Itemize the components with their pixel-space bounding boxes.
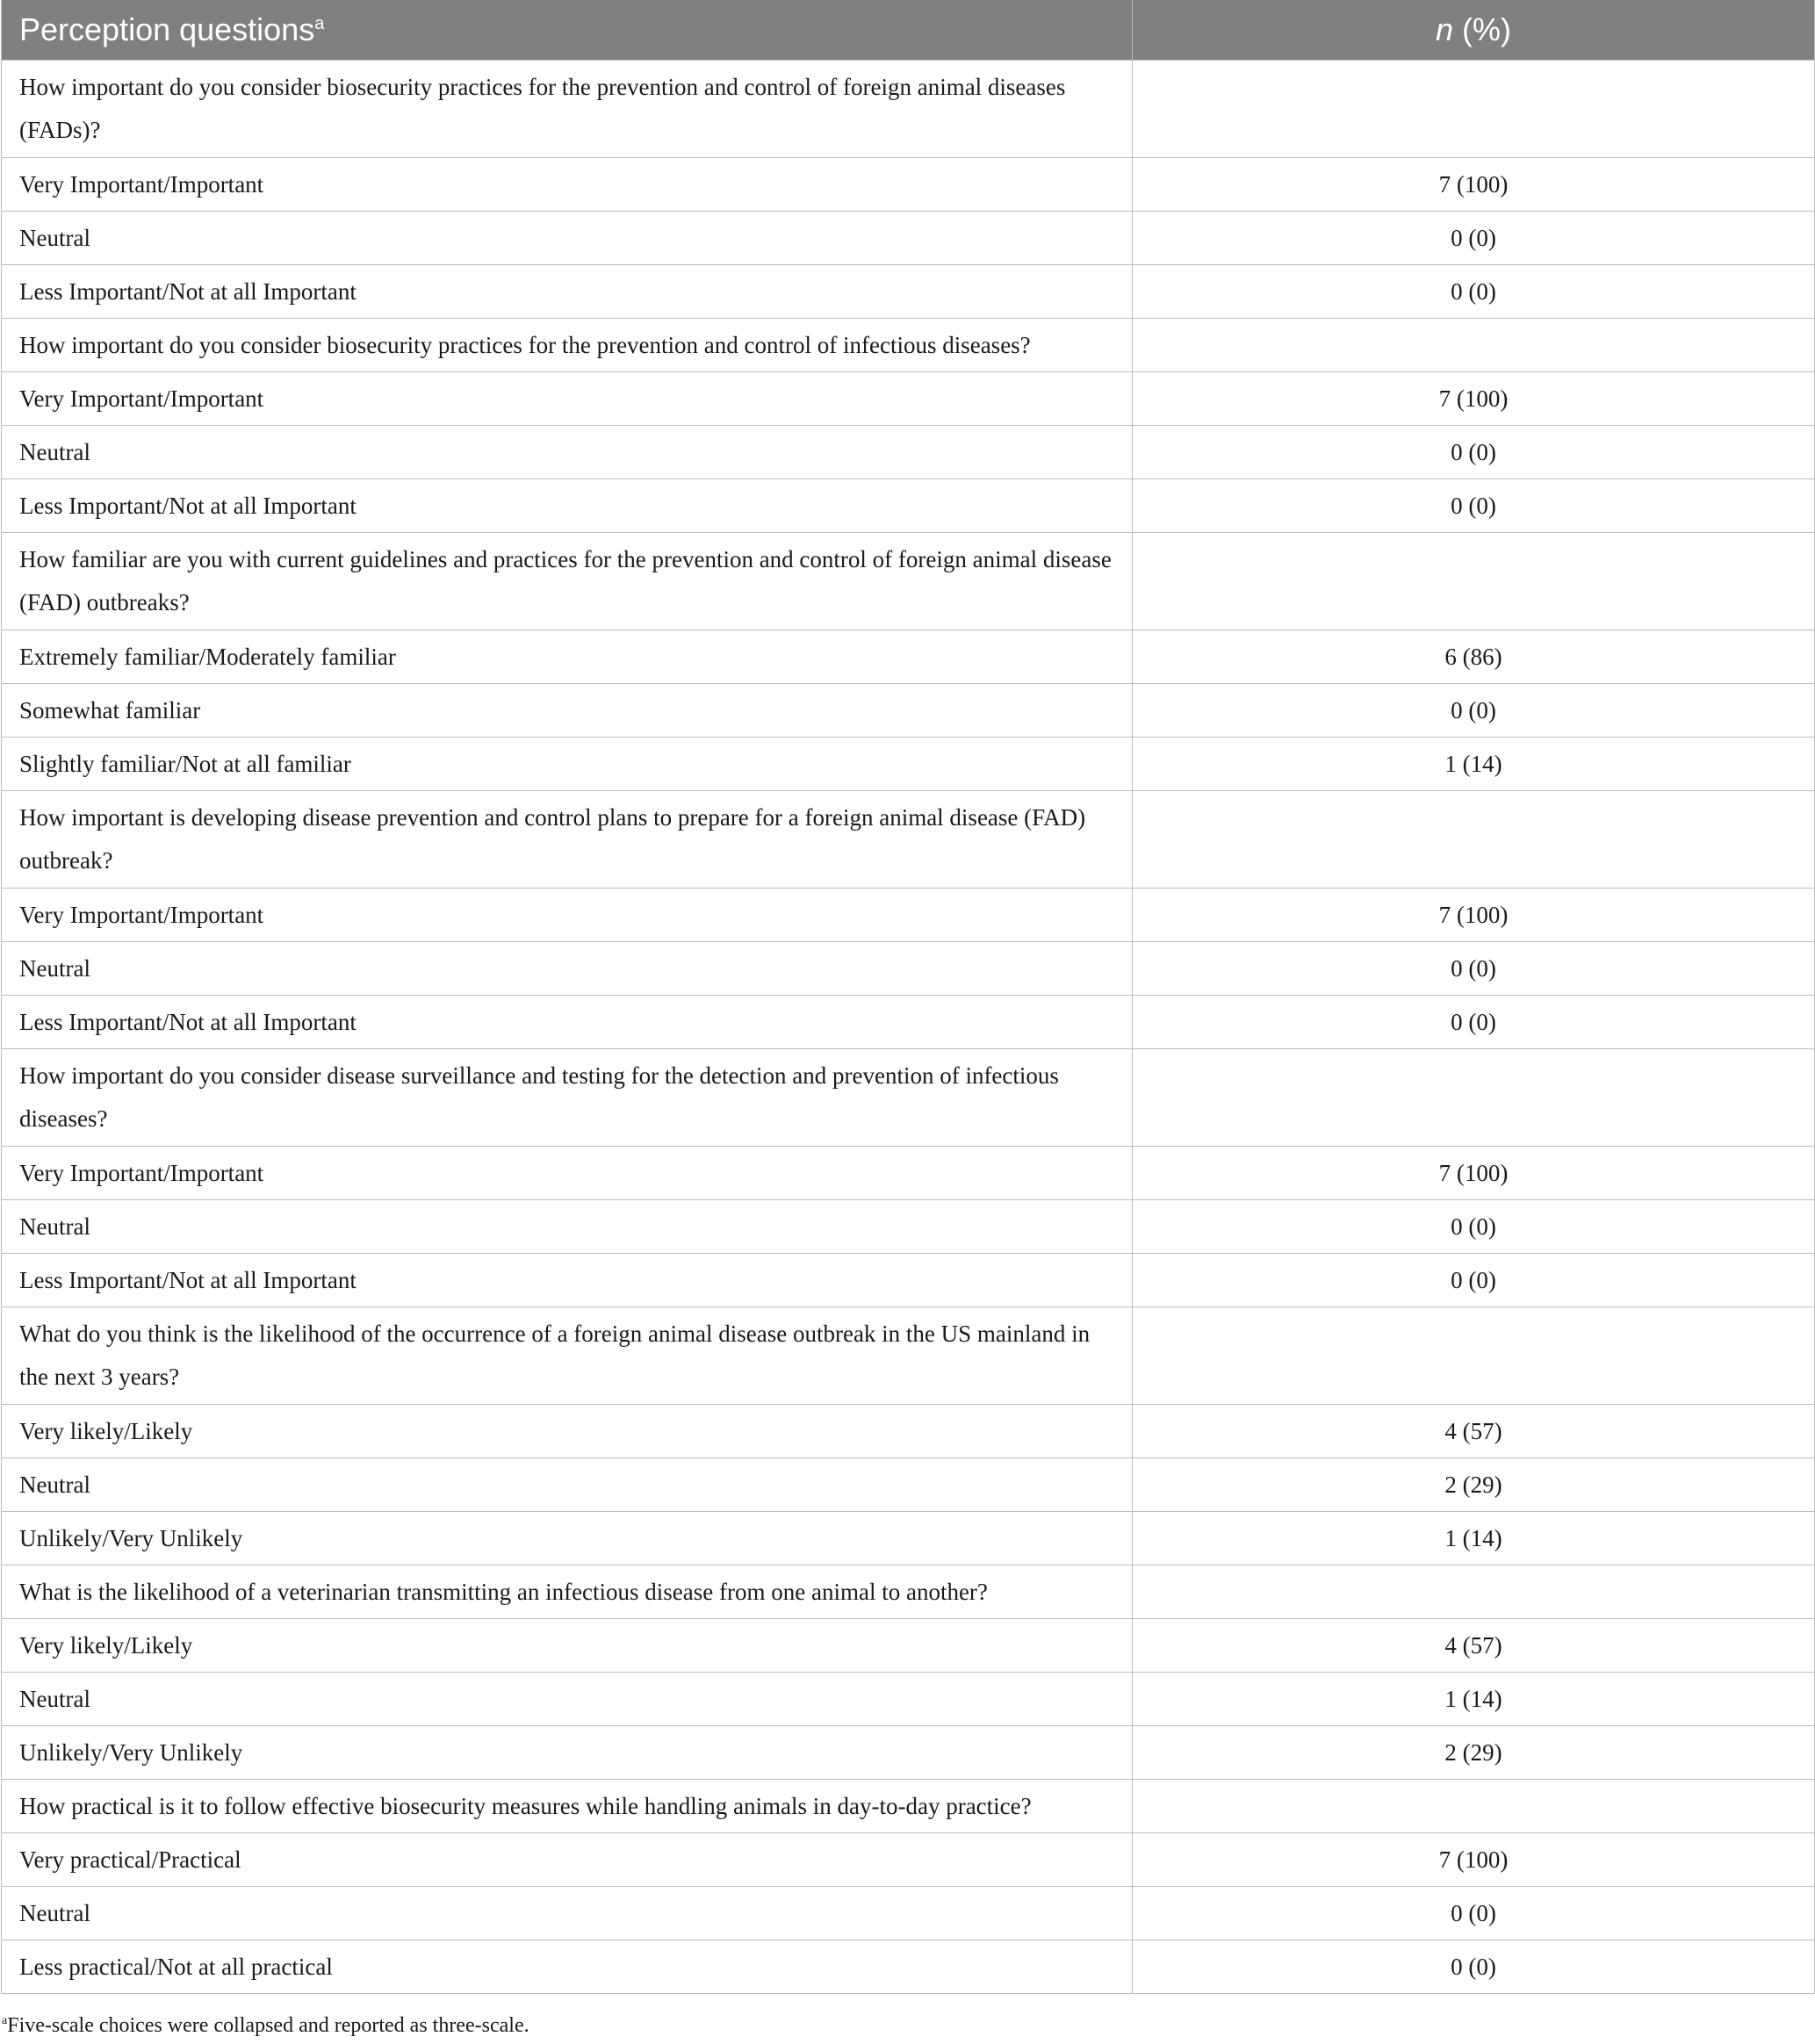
answer-row xyxy=(2,1833,1815,1887)
answer-label: Very practical/Practical xyxy=(2,1833,1133,1887)
answer-row xyxy=(2,738,1815,791)
answer-label: Less practical/Not at all practical xyxy=(2,1940,1133,1994)
answer-label: Neutral xyxy=(2,1458,1133,1512)
header-col1-label: Perception questions xyxy=(19,11,315,47)
question-row xyxy=(2,319,1815,372)
answer-label: Very Important/Important xyxy=(2,158,1133,212)
n-percent-value: 7 (100) xyxy=(1133,1833,1815,1887)
answer-row xyxy=(2,889,1815,942)
question-text: How important do you consider disease surveillance and testing for the detection and prevention of infectious diseases? xyxy=(2,1049,1133,1147)
answer-label: Unlikely/Very Unlikely xyxy=(2,1726,1133,1780)
answer-label: Neutral xyxy=(2,426,1133,479)
table-header xyxy=(2,0,1815,61)
answer-label: Neutral xyxy=(2,1887,1133,1940)
n-percent-value xyxy=(1133,533,1815,630)
question-row xyxy=(2,533,1815,630)
answer-row xyxy=(2,1254,1815,1307)
n-percent-value: 7 (100) xyxy=(1133,1147,1815,1200)
n-percent-value: 2 (29) xyxy=(1133,1458,1815,1512)
n-percent-value: 4 (57) xyxy=(1133,1619,1815,1673)
answer-row xyxy=(2,1887,1815,1940)
header-percent-label: (%) xyxy=(1453,11,1512,47)
n-percent-value: 0 (0) xyxy=(1133,1200,1815,1254)
header-n-label: n xyxy=(1435,11,1454,47)
n-percent-value: 0 (0) xyxy=(1133,265,1815,319)
answer-label: Neutral xyxy=(2,1673,1133,1726)
answer-row xyxy=(2,479,1815,533)
n-percent-value: 1 (14) xyxy=(1133,1673,1815,1726)
answer-label: Extremely familiar/Moderately familiar xyxy=(2,630,1133,684)
question-text: How practical is it to follow effective biosecurity measures while handling animals in day-to-day practice? xyxy=(2,1780,1133,1833)
answer-label: Less Important/Not at all Important xyxy=(2,996,1133,1049)
table-footnote xyxy=(2,2014,529,2038)
header-row xyxy=(2,0,1815,61)
n-percent-value xyxy=(1133,1049,1815,1147)
answer-label: Very Important/Important xyxy=(2,372,1133,426)
answer-row xyxy=(2,372,1815,426)
n-percent-value xyxy=(1133,1780,1815,1833)
answer-row xyxy=(2,158,1815,212)
answer-row xyxy=(2,942,1815,996)
n-percent-value: 4 (57) xyxy=(1133,1405,1815,1458)
n-percent-value: 0 (0) xyxy=(1133,996,1815,1049)
answer-label: Unlikely/Very Unlikely xyxy=(2,1512,1133,1565)
n-percent-value xyxy=(1133,791,1815,889)
perception-table-container xyxy=(1,0,1814,1994)
answer-row xyxy=(2,212,1815,265)
n-percent-value: 0 (0) xyxy=(1133,1940,1815,1994)
n-percent-value: 7 (100) xyxy=(1133,372,1815,426)
answer-label: Very Important/Important xyxy=(2,889,1133,942)
answer-label: Somewhat familiar xyxy=(2,684,1133,738)
n-percent-value: 0 (0) xyxy=(1133,684,1815,738)
header-n-percent xyxy=(1133,0,1815,61)
question-row xyxy=(2,1049,1815,1147)
answer-row xyxy=(2,1512,1815,1565)
answer-label: Slightly familiar/Not at all familiar xyxy=(2,738,1133,791)
n-percent-value: 0 (0) xyxy=(1133,942,1815,996)
answer-row xyxy=(2,1405,1815,1458)
question-row xyxy=(2,61,1815,158)
answer-label: Neutral xyxy=(2,942,1133,996)
answer-row xyxy=(2,1147,1815,1200)
perception-table xyxy=(1,0,1815,1994)
n-percent-value: 6 (86) xyxy=(1133,630,1815,684)
answer-label: Neutral xyxy=(2,212,1133,265)
header-perception-questions xyxy=(2,0,1133,61)
n-percent-value xyxy=(1133,1565,1815,1619)
n-percent-value: 1 (14) xyxy=(1133,1512,1815,1565)
answer-row xyxy=(2,1619,1815,1673)
question-text: How important is developing disease prevention and control plans to prepare for a foreign animal disease (FAD) outbreak? xyxy=(2,791,1133,889)
answer-row xyxy=(2,265,1815,319)
question-row xyxy=(2,1780,1815,1833)
answer-row xyxy=(2,1200,1815,1254)
answer-label: Neutral xyxy=(2,1200,1133,1254)
n-percent-value: 0 (0) xyxy=(1133,426,1815,479)
footnote-marker: a xyxy=(2,2014,8,2027)
question-text: How familiar are you with current guidelines and practices for the prevention and control of foreign animal disease (FAD) outbreaks? xyxy=(2,533,1133,630)
answer-label: Very likely/Likely xyxy=(2,1405,1133,1458)
n-percent-value xyxy=(1133,319,1815,372)
answer-row xyxy=(2,1726,1815,1780)
n-percent-value: 0 (0) xyxy=(1133,1254,1815,1307)
question-row xyxy=(2,791,1815,889)
question-text: How important do you consider biosecurity practices for the prevention and control of foreign animal diseases (FADs)? xyxy=(2,61,1133,158)
answer-row xyxy=(2,1940,1815,1994)
n-percent-value: 0 (0) xyxy=(1133,479,1815,533)
question-text: What is the likelihood of a veterinarian transmitting an infectious disease from one animal to another? xyxy=(2,1565,1133,1619)
header-col1-footnote-marker: a xyxy=(314,14,325,33)
answer-row xyxy=(2,630,1815,684)
answer-row xyxy=(2,1673,1815,1726)
footnote-text: Five-scale choices were collapsed and reported as three-scale. xyxy=(7,2014,529,2037)
n-percent-value: 0 (0) xyxy=(1133,212,1815,265)
n-percent-value xyxy=(1133,1307,1815,1405)
question-row xyxy=(2,1307,1815,1405)
answer-label: Less Important/Not at all Important xyxy=(2,1254,1133,1307)
n-percent-value: 2 (29) xyxy=(1133,1726,1815,1780)
n-percent-value: 0 (0) xyxy=(1133,1887,1815,1940)
answer-label: Less Important/Not at all Important xyxy=(2,479,1133,533)
answer-row xyxy=(2,684,1815,738)
n-percent-value: 7 (100) xyxy=(1133,889,1815,942)
answer-row xyxy=(2,426,1815,479)
question-row xyxy=(2,1565,1815,1619)
answer-label: Less Important/Not at all Important xyxy=(2,265,1133,319)
question-text: What do you think is the likelihood of the occurrence of a foreign animal disease outbreak in the US mainland in the next 3 years? xyxy=(2,1307,1133,1405)
answer-label: Very likely/Likely xyxy=(2,1619,1133,1673)
n-percent-value xyxy=(1133,61,1815,158)
table-body xyxy=(2,61,1815,1994)
answer-label: Very Important/Important xyxy=(2,1147,1133,1200)
answer-row xyxy=(2,1458,1815,1512)
question-text: How important do you consider biosecurity practices for the prevention and control of infectious diseases? xyxy=(2,319,1133,372)
n-percent-value: 7 (100) xyxy=(1133,158,1815,212)
n-percent-value: 1 (14) xyxy=(1133,738,1815,791)
answer-row xyxy=(2,996,1815,1049)
